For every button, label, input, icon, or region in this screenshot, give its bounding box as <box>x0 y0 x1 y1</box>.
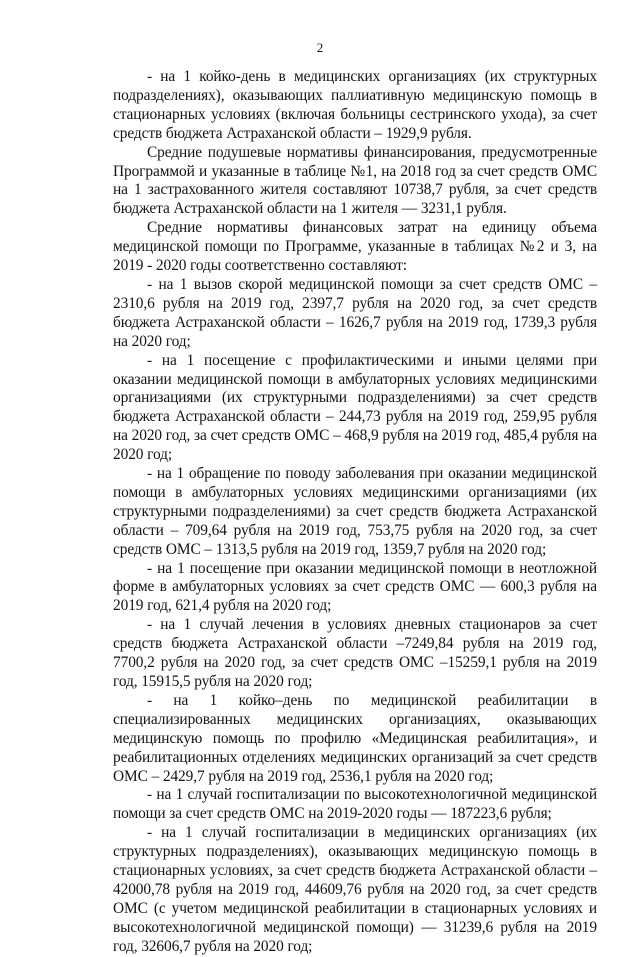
paragraph-disease-appeal-rate: - на 1 обращение по поводу заболевания при оказании медицинской помощи в амбулаторных условиях медицинскими организациями (их структурными подразделениями) за счет средств бюджета Астраханской области – 709,64 рубля на 2019 год, 753,75 рубля на 2020 год, за счет средств ОМС – 1313,5 рубля на 2019 год, 1359,7 рубля на 2020 год; <box>113 465 597 558</box>
paragraph-high-tech-care-rate: - на 1 случай госпитализации по высокотехнологичной медицинской помощи за счет средств ОМС на 2019-2020 годы — 187223,6 рубля; <box>113 786 597 823</box>
paragraph-rehabilitation-bed-day-rate: - на 1 койко–день по медицинской реабилитации в специализированных медицинских организациях, оказывающих медицинскую помощь по профилю «Медицинская реабилитация», и реабилитационных отделениях медицинских организаций за счет средств ОМС – 2429,7 рубля на 2019 год, 2536,1 рубля на 2020 год; <box>113 691 597 785</box>
paragraph-ambulance-call-rate: - на 1 вызов скорой медицинской помощи за счет средств ОМС – 2310,6 рубля на 2019 год, 2397,7 рубля на 2020 год, за счет средств бюджета Астраханской области – 1626,7 рубля на 2019 год, 1739,3 рубля на 2020 год; <box>113 275 597 350</box>
document-body <box>113 68 597 957</box>
paragraph-preventive-visit-rate: - на 1 посещение с профилактическими и иными целями при оказании медицинской помощи в амбулаторных условиях медицинскими организациями (их структурными подразделениями) за счет средств бюджета Астраханской области – 244,73 рубля на 2019 год, 259,95 рубля на 2020 год, за счет средств ОМС – 468,9 рубля на 2019 год, 485,4 рубля на 2020 год; <box>113 351 597 464</box>
paragraph-per-capita-standards: Средние подушевые нормативы финансирования, предусмотренные Программой и указанные в таблице №1, на 2018 год за счет средств ОМС на 1 застрахованного жителя составляют 10738,7 рубля, за счет средств бюджета Астраханской области на 1 жителя — 3231,1 рубля. <box>113 143 597 218</box>
page-number: 2 <box>316 40 324 55</box>
paragraph-palliative-care-rate: - на 1 койко-день в медицинских организациях (их структурных подразделениях), оказывающих паллиативную медицинскую помощь в стационарных условиях (включая больницы сестринского ухода), за счет средств бюджета Астраханской области – 1929,9 рубля. <box>113 68 597 142</box>
paragraph-urgent-visit-rate: - на 1 посещение при оказании медицинской помощи в неотложной форме в амбулаторных условиях за счет средств ОМС — 600,3 рубля на 2019 год, 621,4 рубля на 2020 год; <box>113 559 597 615</box>
paragraph-average-cost-standards-intro: Средние нормативы финансовых затрат на единицу объема медицинской помощи по Программе, указанные в таблицах №2 и 3, на 2019 - 2020 годы соответственно составляют: <box>113 219 597 275</box>
paragraph-hospitalization-rate: - на 1 случай госпитализации в медицинских организациях (их структурных подразделениях), оказывающих медицинскую помощь в стационарных условиях, за счет средств бюджета Астраханской области – 42000,78 рубля на 2019 год, 44609,76 рубля на 2020 год, за счет средств ОМС (с учетом медицинской реабилитации в стационарных условиях и высокотехнологичной медицинской помощи) — 31239,6 рубля на 2019 год, 32606,7 рубля на 2020 год; <box>113 824 597 955</box>
paragraph-day-hospital-rate: - на 1 случай лечения в условиях дневных стационаров за счет средств бюджета Астраханской области –7249,84 рубля на 2019 год, 7700,2 рубля на 2020 год, за счет средств ОМС –15259,1 рубля на 2019 год, 15915,5 рубля на 2020 год; <box>113 616 597 690</box>
